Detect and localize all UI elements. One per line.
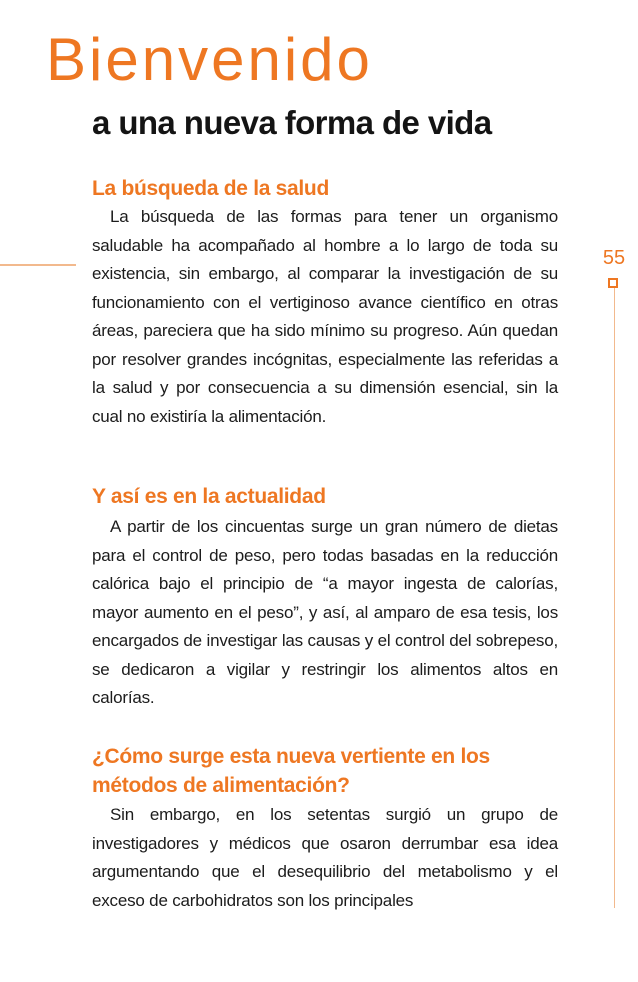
section-heading-nueva-vertiente: ¿Cómo surge esta nueva vertiente en los métodos de alimentación? bbox=[92, 745, 490, 797]
section-paragraph-actualidad: A partir de los cincuentas surge un gran número de dietas para el control de peso, pero todas basadas en la reducción calórica bajo el principio de “a mayor ingesta de calorías, mayor aumento en el peso”, y así, al amparo de esa tesis, los encargados de investigar las causas y el control del sobrepeso, se dedicaron a vigilar y restringir los alimentos altos en calorías. bbox=[92, 517, 558, 707]
page-marker-square-icon bbox=[608, 278, 618, 288]
section-heading-actualidad: Y así es en la actualidad bbox=[92, 485, 326, 508]
section-heading-busqueda-salud: La búsqueda de la salud bbox=[92, 177, 329, 200]
section-paragraph-busqueda-salud: La búsqueda de las formas para tener un organismo saludable ha acompañado al hombre a lo largo de toda su existencia, sin embargo, al comparar la investigación de su funcionamiento con el vertiginoso avance científico en otras áreas, pareciera que ha sido mínimo su progreso. Aún quedan por resolver grandes incógnitas, especialmente las referidas a la salud y por consecuencia a su dimensión esencial, sin la cual no existiría la alimentación. bbox=[92, 207, 558, 426]
section-paragraph-nueva-vertiente: Sin embargo, en los setentas surgió un grupo de investigadores y médicos que osaron derrumbar esa idea argumentando que el desequilibrio del metabolismo y el exceso de carbohidratos son los principales bbox=[92, 805, 558, 910]
left-margin-rule bbox=[0, 264, 76, 266]
page-number: 55 bbox=[602, 247, 626, 269]
page-subtitle: a una nueva forma de vida bbox=[92, 104, 492, 141]
right-margin-rule bbox=[614, 278, 615, 908]
page-title-bienvenido: Bienvenido bbox=[46, 26, 373, 93]
